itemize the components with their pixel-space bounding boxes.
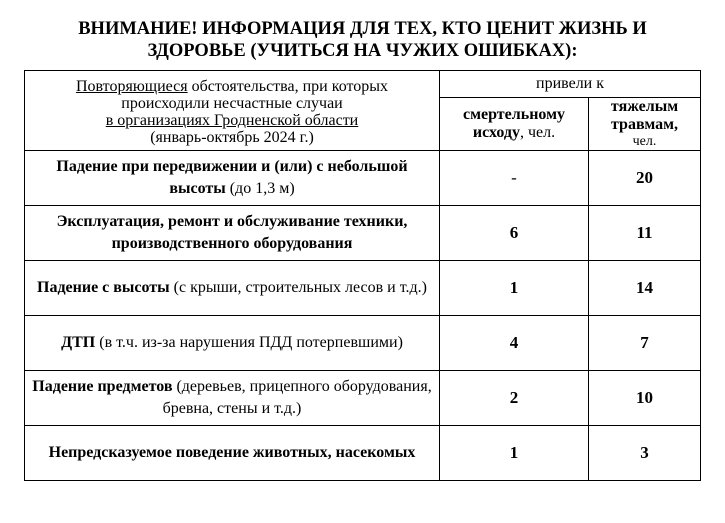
row-bold-text: Падение предметов xyxy=(32,378,173,395)
title-line-1: ВНИМАНИЕ! ИНФОРМАЦИЯ ДЛЯ ТЕХ, КТО ЦЕНИТ ЖИЗНЬ И xyxy=(78,19,647,39)
table-row xyxy=(25,261,701,316)
row-bold-text: Падение с высоты xyxy=(37,279,170,296)
row-fatal-value: 2 xyxy=(440,371,589,426)
row-severe-value: 20 xyxy=(589,151,701,206)
page-title xyxy=(0,18,725,62)
circumstances-header xyxy=(25,71,440,151)
row-fatal-value: 1 xyxy=(440,426,589,481)
row-fatal-value: - xyxy=(440,151,589,206)
title-line-2: ЗДОРОВЬЕ (УЧИТЬСЯ НА ЧУЖИХ ОШИБКАХ): xyxy=(147,41,578,61)
row-bold-text: ДТП xyxy=(61,334,96,351)
header-line1-rest: обстоятельства, при которых xyxy=(187,77,389,95)
row-normal-text: (в т.ч. из-за нарушения ПДД потерпевшими) xyxy=(95,334,403,351)
row-circumstance xyxy=(25,371,440,426)
row-severe-value: 14 xyxy=(589,261,701,316)
header-line3: в организациях Гродненской области xyxy=(105,111,359,129)
row-severe-value: 3 xyxy=(589,426,701,481)
row-normal-text: (с крыши, строительных лесов и т.д.) xyxy=(169,279,427,296)
row-severe-value: 7 xyxy=(589,316,701,371)
table-row xyxy=(25,151,701,206)
severe-header-unit: чел. xyxy=(632,134,657,149)
row-severe-value: 11 xyxy=(589,206,701,261)
row-circumstance xyxy=(25,426,440,481)
row-circumstance xyxy=(25,151,440,206)
row-fatal-value: 4 xyxy=(440,316,589,371)
row-circumstance xyxy=(25,206,440,261)
header-line4: (январь-октябрь 2024 г.) xyxy=(150,128,314,146)
table-row xyxy=(25,206,701,261)
severe-header-line1: тяжелым xyxy=(610,98,679,115)
accident-statistics-table xyxy=(24,70,701,481)
header-line2: происходили несчастные случаи xyxy=(121,94,343,112)
table-row xyxy=(25,316,701,371)
row-bold-text: Падение при передвижении и (или) с небольшой высоты xyxy=(56,158,408,197)
fatal-column-header xyxy=(440,98,589,151)
row-severe-value: 10 xyxy=(589,371,701,426)
row-fatal-value: 1 xyxy=(440,261,589,316)
table-row xyxy=(25,371,701,426)
fatal-header-line1: смертельному xyxy=(463,106,565,123)
row-fatal-value: 6 xyxy=(440,206,589,261)
row-circumstance xyxy=(25,316,440,371)
header-underlined-word: Повторяющиеся xyxy=(75,77,188,95)
fatal-header-line2: исходу xyxy=(472,124,520,141)
row-normal-text: (до 1,3 м) xyxy=(225,180,295,197)
row-bold-text: Эксплуатация, ремонт и обслуживание техники, производственного оборудования xyxy=(56,213,408,252)
row-bold-text: Непредсказуемое поведение животных, насекомых xyxy=(48,444,416,461)
severe-column-header xyxy=(589,98,701,151)
table-row xyxy=(25,426,701,481)
row-circumstance xyxy=(25,261,440,316)
led-to-header: привели к xyxy=(440,71,701,98)
fatal-header-unit: , чел. xyxy=(520,124,556,141)
severe-header-line2: травмам, xyxy=(611,116,679,133)
row-normal-text: (деревьев, прицепного оборудования, бревна, стены и т.д.) xyxy=(162,378,432,417)
